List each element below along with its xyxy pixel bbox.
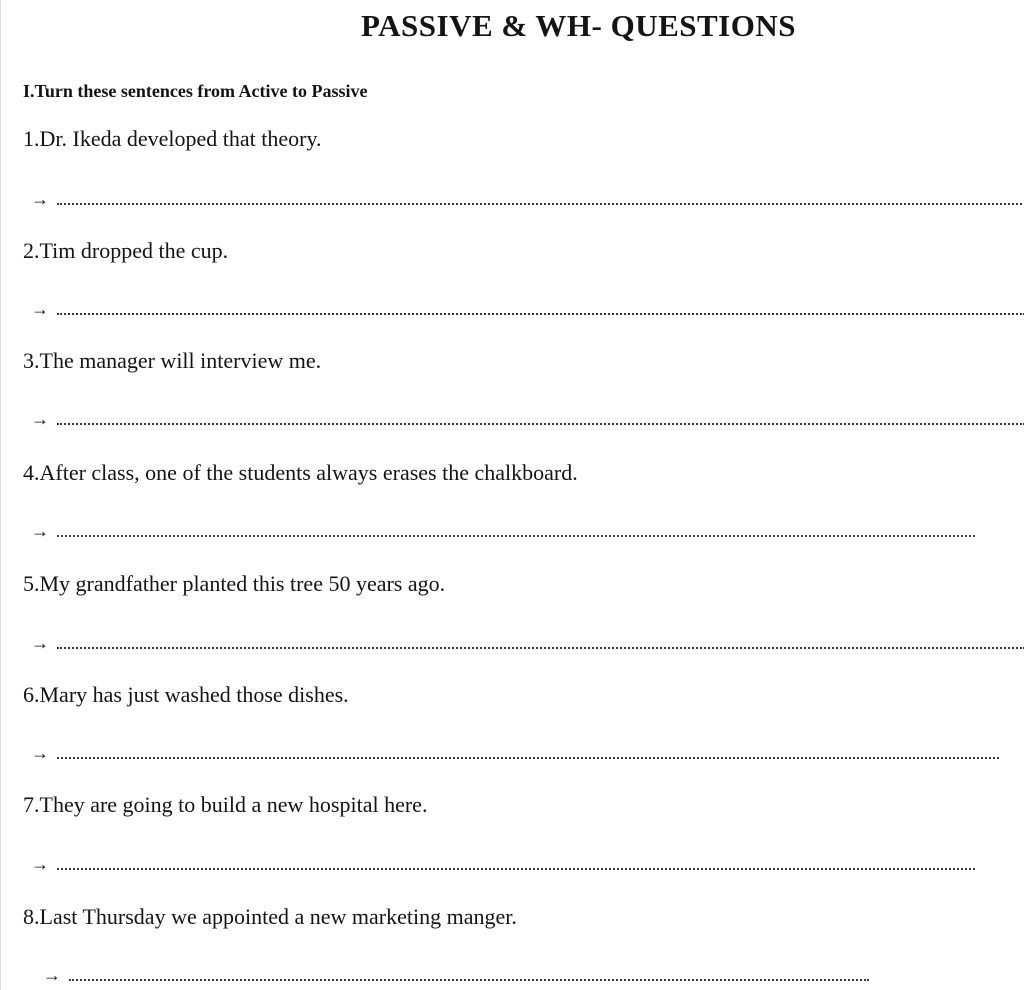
section-heading: I.Turn these sentences from Active to Passive xyxy=(23,81,368,101)
dotted-answer-line xyxy=(57,535,975,537)
exercise-sentence-3: 3.The manager will interview me. xyxy=(23,348,322,373)
dotted-answer-line xyxy=(57,647,1024,649)
dotted-answer-line xyxy=(57,423,1024,425)
exercise-sentence-7: 7.They are going to build a new hospital here. xyxy=(23,792,428,817)
exercise-sentence-1: 1.Dr. Ikeda developed that theory. xyxy=(23,126,322,151)
dotted-answer-line xyxy=(57,313,1024,315)
dotted-answer-line xyxy=(57,868,975,870)
arrow-icon: → xyxy=(31,299,49,319)
exercise-sentence-4: 4.After class, one of the students always erases the chalkboard. xyxy=(23,460,578,485)
dotted-answer-line xyxy=(57,757,999,759)
arrow-icon: → xyxy=(31,633,49,653)
worksheet-title: PASSIVE & WH- QUESTIONS xyxy=(361,8,796,43)
arrow-icon: → xyxy=(31,854,49,874)
arrow-icon: → xyxy=(43,965,61,985)
arrow-icon: → xyxy=(31,743,49,763)
arrow-icon: → xyxy=(31,189,49,209)
exercise-sentence-8: 8.Last Thursday we appointed a new marketing manger. xyxy=(23,904,517,929)
arrow-icon: → xyxy=(31,521,49,541)
arrow-icon: → xyxy=(31,409,49,429)
exercise-sentence-6: 6.Mary has just washed those dishes. xyxy=(23,682,349,707)
dotted-answer-line xyxy=(57,203,1024,205)
exercise-sentence-5: 5.My grandfather planted this tree 50 years ago. xyxy=(23,571,446,596)
dotted-answer-line xyxy=(69,979,869,981)
exercise-sentence-2: 2.Tim dropped the cup. xyxy=(23,238,229,263)
